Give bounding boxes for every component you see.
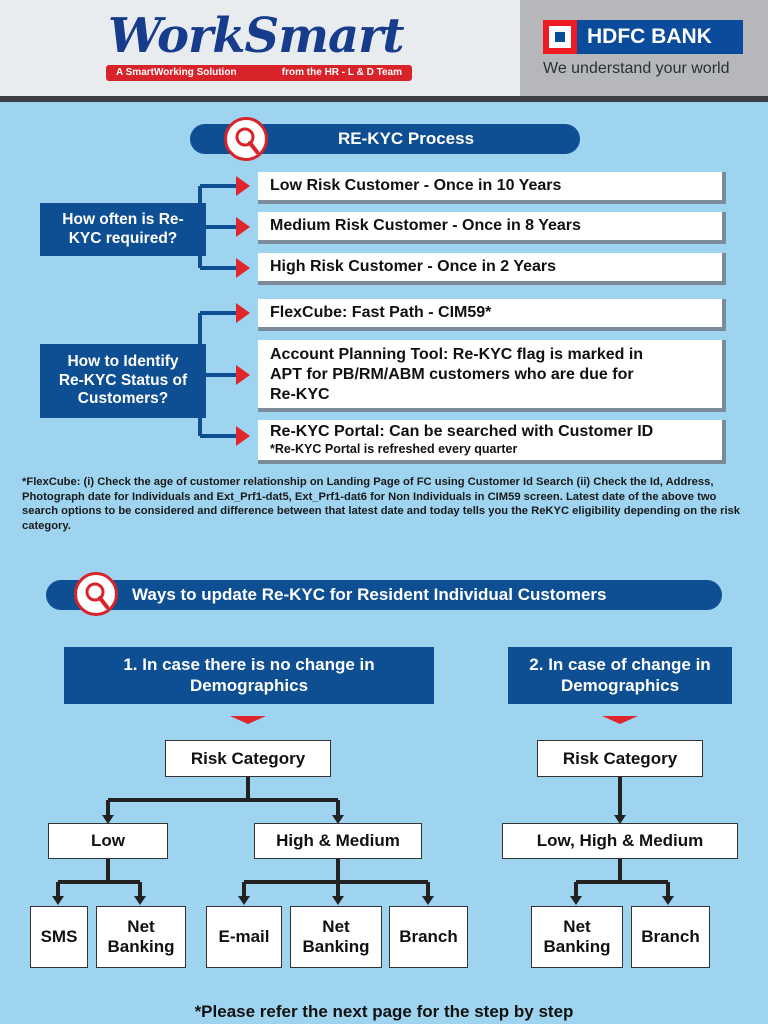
risk-category-left: Risk Category [165, 740, 331, 777]
bank-name: HDFC BANK [587, 25, 712, 48]
frequency-high-text: High Risk Customer - Once in 2 Years [270, 258, 557, 275]
identify-flexcube-text: FlexCube: Fast Path - CIM59* [270, 304, 492, 321]
magnifier-icon [74, 572, 118, 616]
case-no-change [64, 647, 434, 704]
identify-flexcube [258, 299, 726, 331]
method-net-banking-left [96, 906, 186, 968]
method-net-banking-left-text: Net Banking [107, 917, 175, 956]
frequency-medium-risk [258, 212, 726, 244]
risk-high-medium: High & Medium [254, 823, 422, 859]
method-sms: SMS [30, 906, 88, 968]
section2-title: Ways to update Re-KYC for Resident Individual Customers [132, 585, 607, 604]
frequency-medium-text: Medium Risk Customer - Once in 8 Years [270, 217, 581, 234]
question-how-often [40, 203, 206, 256]
identify-apt-text: Account Planning Tool: Re-KYC flag is marked in APT for PB/RM/ABM customers who are due for Re-KYC [270, 346, 644, 403]
method-email: E-mail [206, 906, 282, 968]
method-net-banking-right-text: Net Banking [543, 917, 611, 956]
bottom-note: *Please refer the next page for the step by step [194, 1002, 574, 1021]
section2-title-bar [46, 580, 722, 610]
question-how-identify-text: How to Identify Re-KYC Status of Customers? [58, 353, 188, 408]
magnifier-icon [224, 117, 268, 161]
question-how-often-text: How often is Re-KYC required? [62, 210, 184, 247]
identify-apt [258, 340, 726, 412]
section1-title: RE-KYC Process [338, 129, 475, 148]
tagline-left: A SmartWorking Solution [116, 67, 237, 78]
method-branch-left: Branch [389, 906, 468, 968]
method-net-banking-mid [290, 906, 382, 968]
identify-portal [258, 420, 726, 464]
identify-portal-note: *Re-KYC Portal is refreshed every quarter [270, 442, 518, 456]
bank-slogan: We understand your world [543, 60, 730, 77]
question-how-identify [40, 344, 206, 418]
flexcube-footnote: *FlexCube: (i) Check the age of customer relationship on Landing Page of FC using Customer Id Search (ii) Check the Id, Address, Photograph date for Individuals and Ext_Prf1-dat5, Ext_Prf1-dat6 for Non Individuals in CIM59 screen. Latest date of the above two search options to be considered and difference between that latest date and today tells you the ReKYC eligibility depending on the risk category. [22, 476, 740, 532]
risk-low-high-medium: Low, High & Medium [502, 823, 738, 859]
case-change [508, 647, 732, 704]
frequency-low-text: Low Risk Customer - Once in 10 Years [270, 177, 562, 194]
worksmart-logo: WorkSmart [108, 8, 404, 64]
method-branch-right: Branch [631, 906, 710, 968]
case-change-text: 2. In case of change in Demographics [529, 655, 711, 695]
frequency-low-risk [258, 172, 726, 204]
method-net-banking-right [531, 906, 623, 968]
identify-portal-text: Re-KYC Portal: Can be searched with Customer ID [270, 423, 654, 440]
tagline-right: from the HR - L & D Team [281, 67, 402, 78]
case-no-change-text: 1. In case there is no change in Demographics [123, 655, 375, 695]
risk-low: Low [48, 823, 168, 859]
frequency-high-risk [258, 253, 726, 285]
method-net-banking-mid-text: Net Banking [302, 917, 370, 956]
risk-category-right: Risk Category [537, 740, 703, 777]
